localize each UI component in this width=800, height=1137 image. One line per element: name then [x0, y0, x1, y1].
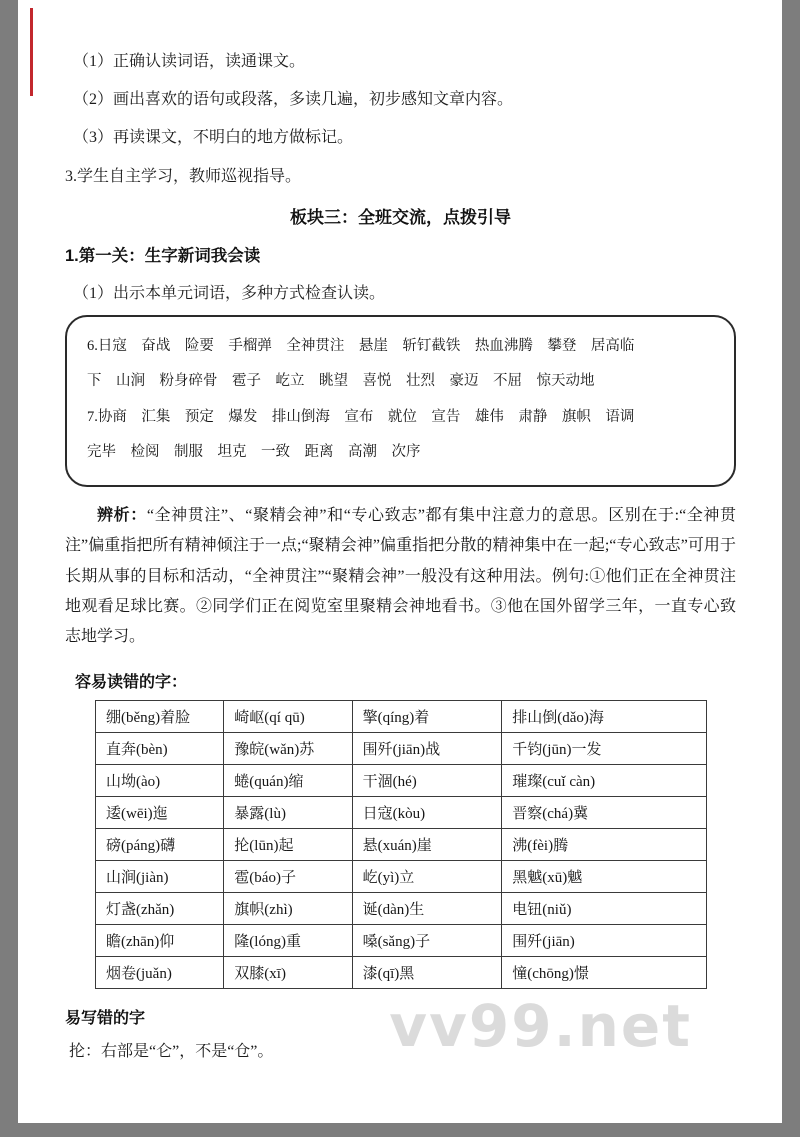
misread-table: [95, 700, 707, 989]
bottom-gray-strip: [0, 1123, 800, 1137]
analysis-paragraph: [65, 501, 736, 653]
analysis-label: 辨析：: [97, 506, 147, 524]
table-cell: 围歼(jiān)战: [352, 732, 502, 764]
section-heading: 板块三：全班交流，点拨引导: [290, 207, 511, 227]
table-cell: 绷(běng)着脸: [96, 700, 224, 732]
table-cell: 磅(páng)礴: [96, 828, 224, 860]
word-line-2: 下 山涧 粉身碎骨 雹子 屹立 眺望 喜悦 壮烈 豪迈 不屈 惊天动地: [87, 373, 595, 390]
table-cell: 瞻(zhān)仰: [96, 924, 224, 956]
table-cell: 千钧(jūn)一发: [502, 732, 707, 764]
table-cell: 电钮(niǔ): [502, 892, 707, 924]
intro-item-1: （1）正确认读词语，读通课文。: [73, 53, 306, 70]
table-cell: 黑魆(xū)魆: [502, 860, 707, 892]
word-line-1: 6.日寇 奋战 险要 手榴弹 全神贯注 悬崖 斩钉截铁 热血沸腾 攀登 居高临: [87, 337, 635, 354]
table-cell: 直奔(bèn): [96, 732, 224, 764]
table-cell: 沸(fèi)腾: [502, 828, 707, 860]
document-content: [65, 50, 736, 1061]
table-cell: 山坳(ào): [96, 764, 224, 796]
sub-intro: （1）出示本单元词语，多种方式检查认读。: [73, 284, 386, 302]
table-cell: 暴露(lù): [224, 796, 352, 828]
document-page: [18, 0, 782, 1123]
table-row: [96, 700, 707, 732]
analysis-text: “全神贯注”、“聚精会神”和“专心致志”都有集中注意力的意思。区别在于:“全神贯注”偏重指把所有精神倾注于一点;“聚精会神”偏重指把分散的精神集中在一起;“专心致志”可用于长期从事的目标和活动，“全神贯注”“聚精会神”一般没有这种用法。例句:①他们正在全神贯注地观看足球比赛。②同学们正在阅览室里聚精会神地看书。③他在国外留学三年，一直专心致志地学习。: [65, 506, 736, 646]
misread-heading: 容易读错的字：: [75, 673, 188, 691]
table-cell: 屹(yì)立: [352, 860, 502, 892]
table-row: [96, 828, 707, 860]
table-cell: 旗帜(zhì): [224, 892, 352, 924]
intro-item-2: （2）画出喜欢的语句或段落，多读几遍，初步感知文章内容。: [73, 91, 514, 109]
table-cell: 崎岖(qí qū): [224, 700, 352, 732]
miswrite-text: 抡：右部是“仑”，不是“仓”。: [69, 1042, 274, 1060]
table-row: [96, 956, 707, 988]
table-cell: 悬(xuán)崖: [352, 828, 502, 860]
sub-heading: 1.第一关：生字新词我会读: [65, 246, 261, 265]
miswrite-heading: 易写错的字: [65, 1009, 146, 1027]
table-cell: 抡(lūn)起: [224, 828, 352, 860]
table-row: [96, 732, 707, 764]
intro-item-3: （3）再读课文，不明白的地方做标记。: [73, 129, 354, 147]
table-row: [96, 924, 707, 956]
word-line-3: 7.协商 汇集 预定 爆发 排山倒海 宣布 就位 宣告 雄伟 肃静 旗帜 语调: [87, 408, 635, 425]
table-cell: 干涸(hé): [352, 764, 502, 796]
table-cell: 雹(báo)子: [224, 860, 352, 892]
table-row: [96, 860, 707, 892]
watermark: vv99.net: [389, 992, 692, 1060]
table-cell: 晋察(chá)冀: [502, 796, 707, 828]
table-cell: 日寇(kòu): [352, 796, 502, 828]
table-cell: 逶(wēi)迤: [96, 796, 224, 828]
table-cell: 隆(lóng)重: [224, 924, 352, 956]
word-list-box: [65, 315, 736, 487]
table-cell: 憧(chōng)憬: [502, 956, 707, 988]
table-cell: 山涧(jiàn): [96, 860, 224, 892]
table-cell: 围歼(jiān): [502, 924, 707, 956]
table-cell: 璀璨(cuǐ càn): [502, 764, 707, 796]
table-cell: 漆(qī)黑: [352, 956, 502, 988]
red-margin-line: [30, 8, 33, 96]
table-cell: 烟卷(juǎn): [96, 956, 224, 988]
table-cell: 诞(dàn)生: [352, 892, 502, 924]
table-cell: 嗓(sǎng)子: [352, 924, 502, 956]
table-cell: 双膝(xī): [224, 956, 352, 988]
word-line-4: 完毕 检阅 制服 坦克 一致 距离 高潮 次序: [87, 444, 421, 461]
table-cell: 灯盏(zhǎn): [96, 892, 224, 924]
table-cell: 豫皖(wǎn)苏: [224, 732, 352, 764]
table-row: [96, 764, 707, 796]
table-cell: 蜷(quán)缩: [224, 764, 352, 796]
table-cell: 排山倒(dǎo)海: [502, 700, 707, 732]
table-cell: 擎(qíng)着: [352, 700, 502, 732]
intro-item-4: 3.学生自主学习，教师巡视指导。: [65, 167, 302, 185]
table-row: [96, 892, 707, 924]
table-row: [96, 796, 707, 828]
